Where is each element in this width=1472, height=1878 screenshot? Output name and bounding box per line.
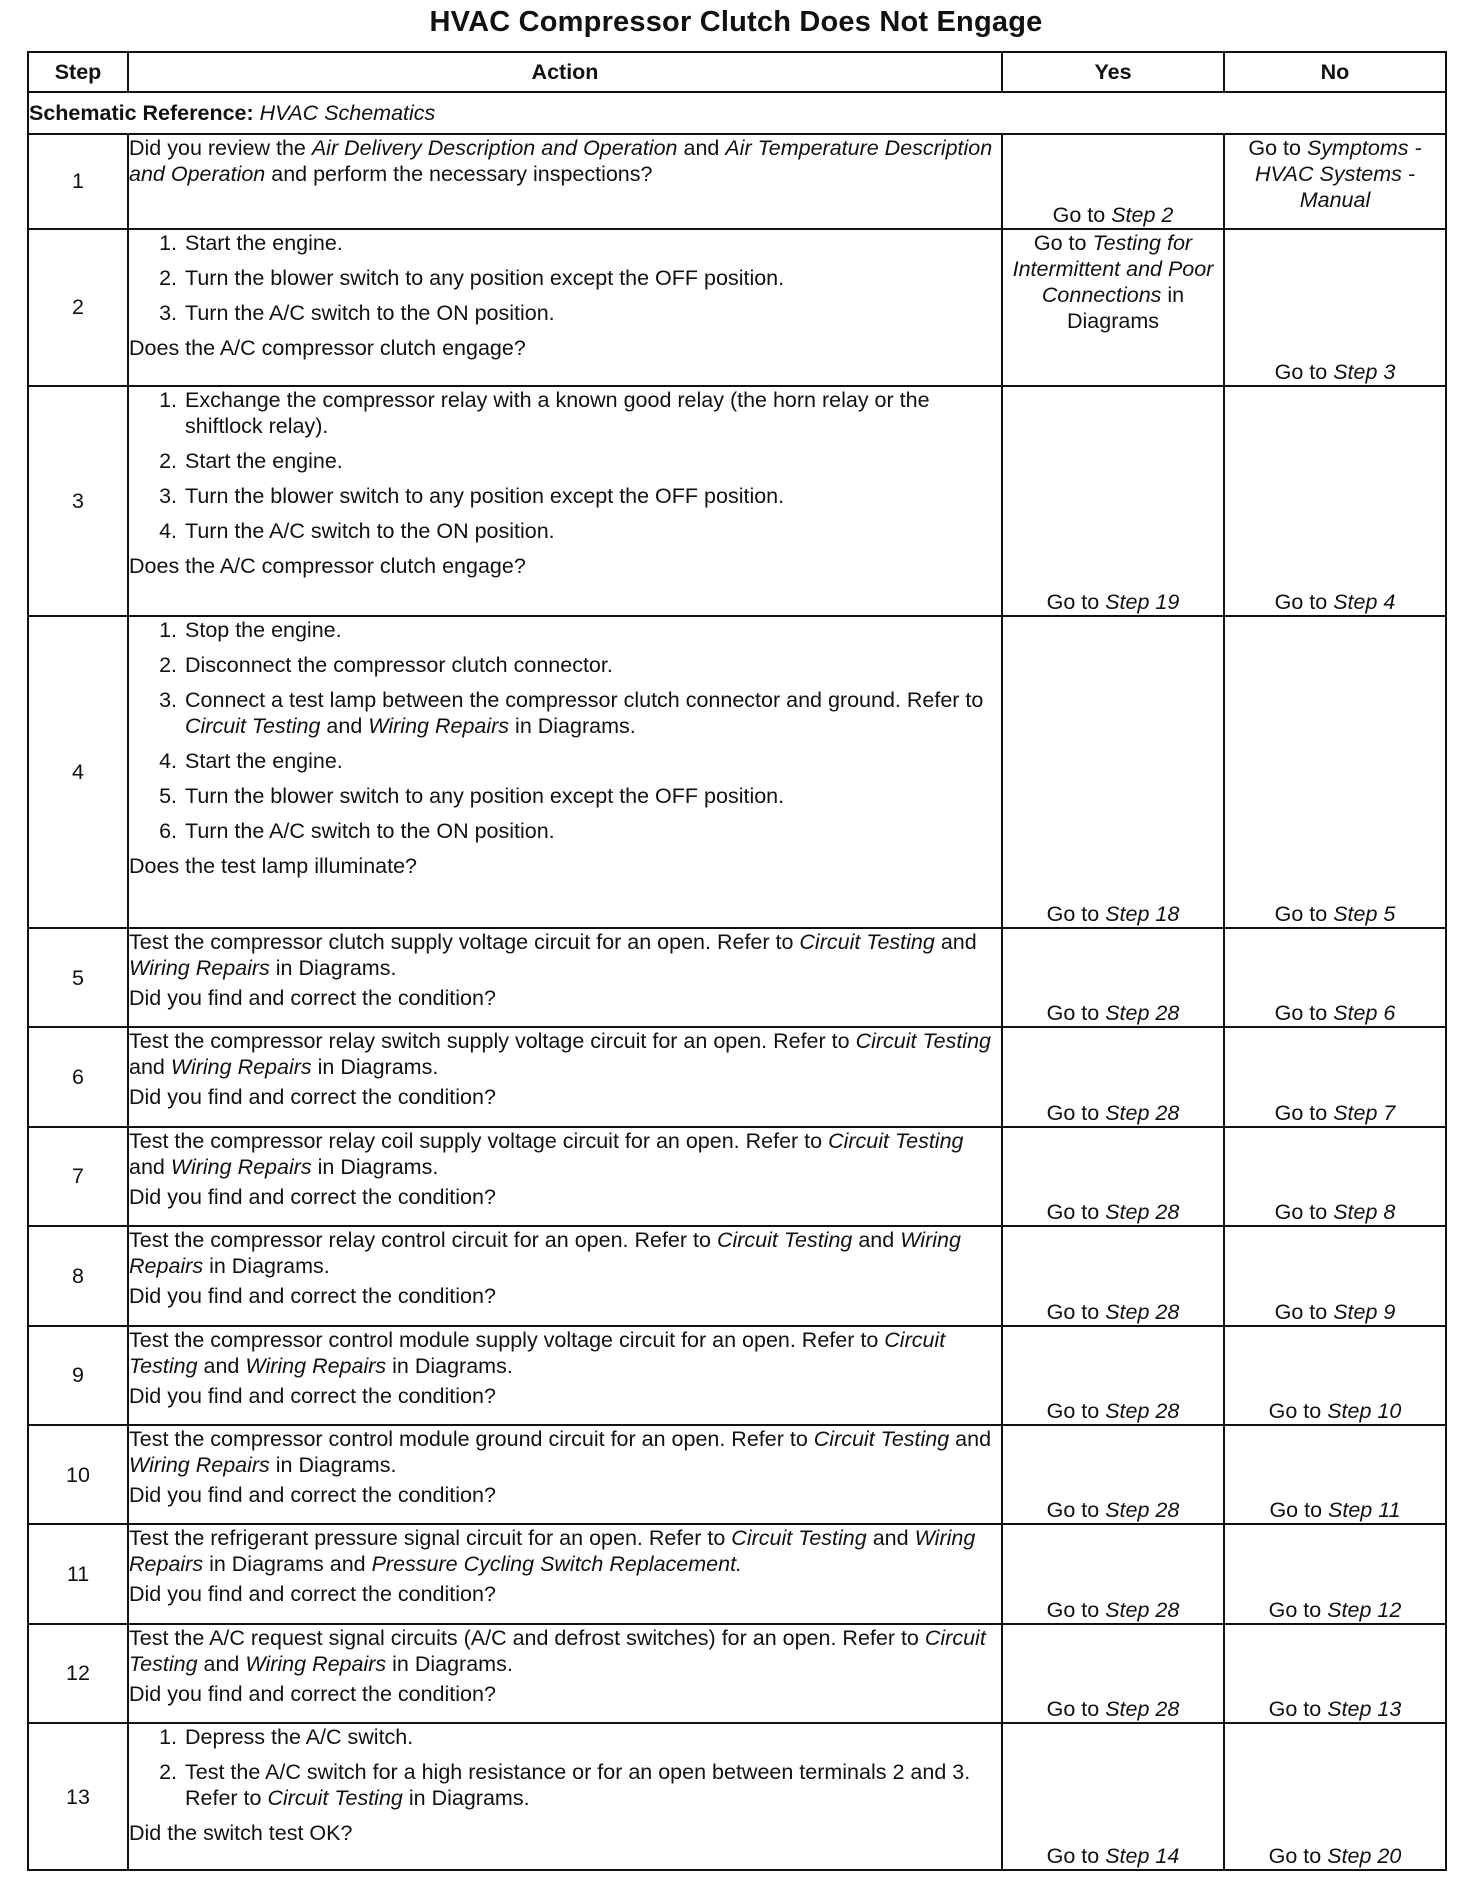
action-question (129, 553, 1001, 579)
text-run: Test the compressor relay control circuit for an open. Refer to (129, 1228, 717, 1253)
text-run: and (866, 1526, 915, 1551)
step-row (28, 1326, 1446, 1425)
reference-text: Step 5 (1333, 902, 1396, 926)
no-result[interactable] (1224, 1326, 1446, 1425)
action-list-item (129, 1759, 1001, 1811)
step-action (128, 1425, 1002, 1524)
step-row (28, 1425, 1446, 1524)
text-run: and (852, 1228, 901, 1253)
action-question (129, 1184, 1001, 1210)
reference-text: Circuit Testing (828, 1128, 964, 1153)
text-run: Go to (1274, 1100, 1334, 1125)
step-number: 8 (28, 1226, 128, 1325)
text-run: Does the A/C compressor clutch engage? (129, 554, 526, 579)
text-run: Did you find and correct the condition? (129, 1681, 496, 1706)
step-number: 6 (28, 1027, 128, 1126)
step-number: 2 (28, 229, 128, 386)
step-action (128, 1723, 1002, 1870)
yes-result[interactable] (1002, 616, 1224, 928)
diagnostic-table (27, 51, 1447, 1871)
text-run: Go to (1274, 1200, 1334, 1225)
text-run: Turn the A/C switch to the ON position. (185, 519, 555, 544)
action-paragraph (129, 1426, 1001, 1478)
list-number: 1. (159, 1725, 177, 1750)
text-run: Go to (1046, 902, 1106, 926)
text-run: Go to (1033, 230, 1093, 255)
action-paragraph (129, 1625, 1001, 1677)
step-action (128, 134, 1002, 229)
yes-result[interactable] (1002, 1127, 1224, 1226)
text-run: Start the engine. (185, 748, 343, 773)
action-list-item (129, 617, 1001, 643)
action-list-item (129, 448, 1001, 474)
reference-text: Step 3 (1333, 360, 1396, 385)
step-action (128, 1127, 1002, 1226)
list-text (185, 818, 1001, 844)
list-text (185, 1724, 1001, 1750)
reference-text: Circuit Testing (129, 1625, 986, 1676)
list-number: 2. (159, 265, 177, 290)
text-run: Did you review the (129, 136, 312, 160)
no-result[interactable] (1224, 1624, 1446, 1723)
text-run: in Diagrams (1067, 282, 1185, 333)
step-row (28, 928, 1446, 1027)
text-run: in Diagrams. (386, 1651, 513, 1676)
reference-text: Circuit Testing (855, 1029, 991, 1054)
reference-text: Wiring Repairs (170, 1055, 312, 1080)
list-text (185, 617, 1001, 643)
no-result[interactable] (1224, 1027, 1446, 1126)
reference-text: Step 28 (1105, 1100, 1180, 1125)
step-row (28, 386, 1446, 616)
schematic-reference (28, 92, 1446, 134)
text-run: in Diagrams. (311, 1055, 439, 1080)
step-row (28, 134, 1446, 229)
list-number: 2. (159, 1760, 177, 1785)
action-question (129, 985, 1001, 1011)
action-list-item (129, 230, 1001, 256)
action-paragraph (129, 135, 1001, 187)
list-number: 3. (159, 687, 177, 712)
list-text (185, 265, 1001, 291)
reference-text: Air Temperature Description and Operation (129, 136, 993, 186)
reference-text: Circuit Testing (129, 1327, 946, 1378)
table-header-row (28, 52, 1446, 92)
text-run: Test the compressor relay switch supply voltage circuit for an open. Refer to (129, 1029, 856, 1054)
text-run: in Diagrams. (386, 1353, 513, 1378)
reference-text: Step 28 (1105, 1498, 1180, 1523)
list-number: 2. (159, 652, 177, 677)
text-run: Go to (1268, 1697, 1328, 1722)
text-run: Go to (1274, 1001, 1334, 1026)
step-row (28, 1524, 1446, 1623)
reference-text: Step 13 (1327, 1697, 1402, 1722)
step-action (128, 616, 1002, 928)
no-result[interactable] (1224, 1425, 1446, 1524)
step-number: 12 (28, 1624, 128, 1723)
reference-text: Wiring Repairs (368, 713, 510, 738)
reference-text: Wiring Repairs (129, 1526, 976, 1577)
list-text (185, 448, 1001, 474)
text-run: Go to (1046, 589, 1106, 614)
action-question (129, 1581, 1001, 1607)
text-run: Start the engine. (185, 230, 343, 255)
schematic-reference-row (28, 92, 1446, 134)
reference-text: Step 14 (1105, 1844, 1180, 1868)
page-title: HVAC Compressor Clutch Does Not Engage (429, 6, 1043, 38)
action-paragraph (129, 1525, 1001, 1577)
text-run: Go to (1268, 1844, 1328, 1868)
reference-text: Wiring Repairs (170, 1154, 312, 1179)
yes-result[interactable] (1002, 928, 1224, 1027)
step-action (128, 1027, 1002, 1126)
reference-text: Step 28 (1105, 1200, 1180, 1225)
reference-text: Step 28 (1105, 1398, 1180, 1423)
list-number: 5. (159, 783, 177, 808)
action-list (129, 230, 1001, 326)
text-run: Go to (1274, 589, 1334, 614)
reference-text: Step 28 (1105, 1597, 1180, 1622)
text-run: Test the refrigerant pressure signal circuit for an open. Refer to (129, 1526, 732, 1551)
yes-result[interactable] (1002, 386, 1224, 616)
list-number: 3. (159, 300, 177, 325)
yes-result[interactable] (1002, 1226, 1224, 1325)
step-number: 9 (28, 1326, 128, 1425)
text-run: Did you find and correct the condition? (129, 1284, 496, 1309)
action-question (129, 1283, 1001, 1309)
action-paragraph (129, 1227, 1001, 1279)
step-number: 7 (28, 1127, 128, 1226)
no-result[interactable] (1224, 1723, 1446, 1870)
action-question (129, 853, 1001, 879)
text-run: and (320, 713, 369, 738)
reference-text: Step 8 (1333, 1200, 1396, 1225)
text-run: in Diagrams. (311, 1154, 439, 1179)
reference-text: Circuit Testing (813, 1426, 950, 1451)
no-result[interactable] (1224, 386, 1446, 616)
text-run: in Diagrams and (203, 1552, 372, 1577)
reference-text: Wiring Repairs (245, 1353, 387, 1378)
step-number: 3 (28, 386, 128, 616)
text-run: Disconnect the compressor clutch connector. (185, 652, 613, 677)
no-result[interactable] (1224, 616, 1446, 928)
text-run: Go to (1046, 1398, 1106, 1423)
reference-text: Circuit Testing (267, 1786, 403, 1811)
list-number: 4. (159, 748, 177, 773)
list-number: 1. (159, 388, 177, 413)
list-text (185, 483, 1001, 509)
reference-text: Wiring Repairs (245, 1651, 387, 1676)
reference-text: Circuit Testing (716, 1228, 853, 1253)
text-run: and (197, 1651, 246, 1676)
text-run: Go to (1248, 136, 1307, 160)
text-run: and (677, 136, 726, 160)
action-question (129, 1383, 1001, 1409)
text-run: Go to (1046, 1597, 1106, 1622)
text-run: and (129, 1154, 171, 1179)
step-row (28, 1723, 1446, 1870)
list-number: 6. (159, 818, 177, 843)
list-text (185, 1759, 1001, 1811)
text-run: Depress the A/C switch. (185, 1725, 414, 1750)
text-run: Go to (1046, 1100, 1106, 1125)
reference-text: Circuit Testing (185, 713, 321, 738)
text-run: Did the switch test OK? (129, 1821, 353, 1846)
text-run: Go to (1046, 1001, 1106, 1026)
action-list-item (129, 483, 1001, 509)
reference-text: Symptoms - HVAC Systems - Manual (1254, 136, 1422, 212)
reference-text: Step 28 (1105, 1697, 1180, 1722)
text-run: in Diagrams. (269, 956, 397, 980)
reference-text: Wiring Repairs (129, 956, 270, 980)
step-number: 1 (28, 134, 128, 229)
text-run: Turn the blower switch to any position except the OFF position. (185, 484, 785, 509)
text-run: in Diagrams. (203, 1254, 330, 1279)
no-result[interactable] (1224, 928, 1446, 1027)
step-action (128, 386, 1002, 616)
text-run: Go to (1052, 202, 1112, 227)
reference-text: Wiring Repairs (129, 1228, 961, 1279)
reference-text: Step 2 (1111, 202, 1174, 227)
yes-result[interactable] (1002, 1425, 1224, 1524)
text-run: and perform the necessary inspections? (265, 162, 653, 186)
step-number: 13 (28, 1723, 128, 1870)
action-paragraph (129, 1028, 1001, 1080)
reference-text: Circuit Testing (799, 930, 935, 954)
reference-text: Step 19 (1105, 589, 1180, 614)
header-action: Action (128, 52, 1002, 92)
yes-result[interactable] (1002, 1326, 1224, 1425)
list-number: 1. (159, 617, 177, 642)
text-run: Did you find and correct the condition? (129, 1085, 496, 1110)
text-run: Did you find and correct the condition? (129, 986, 496, 1010)
list-number: 2. (159, 449, 177, 474)
text-run: Go to (1046, 1697, 1106, 1722)
step-row (28, 616, 1446, 928)
step-number: 5 (28, 928, 128, 1027)
reference-text: Step 4 (1333, 589, 1396, 614)
text-run: Go to (1046, 1498, 1106, 1523)
action-list-item (129, 265, 1001, 291)
no-result[interactable] (1224, 1524, 1446, 1623)
action-question (129, 1084, 1001, 1110)
action-list (129, 1724, 1001, 1811)
list-text (185, 518, 1001, 544)
list-text (185, 652, 1001, 678)
text-run: Does the A/C compressor clutch engage? (129, 335, 526, 360)
text-run: Test the compressor clutch supply voltage circuit for an open. Refer to (129, 930, 800, 954)
no-result[interactable] (1224, 134, 1446, 229)
action-list (129, 617, 1001, 844)
text-run: Test the compressor control module supply voltage circuit for an open. Refer to (129, 1327, 885, 1352)
action-paragraph (129, 929, 1001, 981)
reference-text: Step 7 (1333, 1100, 1396, 1125)
reference-text: Step 28 (1105, 1299, 1180, 1324)
action-list-item (129, 518, 1001, 544)
text-run: Test the A/C switch for a high resistance or for an open between terminals 2 and 3. Refer to (185, 1760, 971, 1811)
reference-text: Step 9 (1333, 1299, 1396, 1324)
list-text (185, 687, 1001, 739)
step-row (28, 1127, 1446, 1226)
schematic-reference-link[interactable]: HVAC Schematics (259, 101, 436, 125)
text-run: Go to (1274, 902, 1334, 926)
text-run: Go to (1274, 360, 1334, 385)
text-run: Did you find and correct the condition? (129, 1383, 496, 1408)
text-run: Test the A/C request signal circuits (A/C and defrost switches) for an open. Refer to (129, 1625, 925, 1650)
text-run: Go to (1046, 1200, 1106, 1225)
action-list-item (129, 818, 1001, 844)
yes-result[interactable] (1002, 134, 1224, 229)
list-text (185, 387, 1001, 439)
step-row (28, 1027, 1446, 1126)
step-action (128, 1326, 1002, 1425)
reference-text: Testing for Intermittent and Poor Connections (1012, 230, 1214, 307)
schematic-reference-label: Schematic Reference: (29, 101, 254, 125)
action-question (129, 1820, 1001, 1846)
text-run: Stop the engine. (185, 617, 342, 642)
reference-text: Step 6 (1333, 1001, 1396, 1026)
text-run: Go to (1274, 1299, 1334, 1324)
step-row (28, 1226, 1446, 1325)
text-run: Go to (1268, 1398, 1328, 1423)
text-run: Turn the blower switch to any position except the OFF position. (185, 783, 785, 808)
reference-text: Step 20 (1327, 1844, 1402, 1868)
text-run: and (949, 1426, 992, 1451)
text-run: Go to (1268, 1597, 1328, 1622)
step-row (28, 229, 1446, 386)
list-text (185, 783, 1001, 809)
step-number: 4 (28, 616, 128, 928)
text-run: in Diagrams. (402, 1786, 530, 1811)
text-run: Did you find and correct the condition? (129, 1582, 496, 1607)
yes-result[interactable] (1002, 229, 1224, 386)
text-run: Test the compressor control module ground circuit for an open. Refer to (129, 1426, 814, 1451)
action-list-item (129, 300, 1001, 326)
list-text (185, 230, 1001, 256)
reference-text: Pressure Cycling Switch Replacement. (371, 1552, 743, 1577)
step-action (128, 928, 1002, 1027)
reference-text: Step 28 (1105, 1001, 1180, 1026)
header-step: Step (28, 52, 128, 92)
text-run: in Diagrams. (509, 713, 636, 738)
action-question (129, 1482, 1001, 1508)
no-result[interactable] (1224, 1127, 1446, 1226)
action-question (129, 1681, 1001, 1707)
header-yes: Yes (1002, 52, 1224, 92)
text-run: and (934, 930, 977, 954)
yes-result[interactable] (1002, 1524, 1224, 1623)
list-number: 4. (159, 519, 177, 544)
action-paragraph (129, 1327, 1001, 1379)
reference-text: Step 12 (1327, 1597, 1402, 1622)
action-list-item (129, 748, 1001, 774)
text-run: Start the engine. (185, 449, 343, 474)
text-run: in Diagrams. (269, 1452, 397, 1477)
reference-text: Circuit Testing (731, 1526, 867, 1551)
action-paragraph (129, 1128, 1001, 1180)
list-text (185, 300, 1001, 326)
step-action (128, 1226, 1002, 1325)
step-action (128, 1624, 1002, 1723)
text-run: Exchange the compressor relay with a known good relay (the horn relay or the shiftlock relay). (185, 388, 930, 439)
list-number: 3. (159, 484, 177, 509)
step-row (28, 1624, 1446, 1723)
text-run: Turn the A/C switch to the ON position. (185, 818, 555, 843)
no-result[interactable] (1224, 229, 1446, 386)
action-question (129, 335, 1001, 361)
action-list-item (129, 1724, 1001, 1750)
text-run: Did you find and correct the condition? (129, 1482, 496, 1507)
text-run: Test the compressor relay coil supply voltage circuit for an open. Refer to (129, 1128, 829, 1153)
action-list-item (129, 783, 1001, 809)
action-list (129, 387, 1001, 544)
header-no: No (1224, 52, 1446, 92)
text-run: Turn the blower switch to any position except the OFF position. (185, 265, 785, 290)
step-action (128, 229, 1002, 386)
list-text (185, 748, 1001, 774)
yes-result[interactable] (1002, 1624, 1224, 1723)
action-list-item (129, 387, 1001, 439)
action-list-item (129, 652, 1001, 678)
step-number: 11 (28, 1524, 128, 1623)
reference-text: Air Delivery Description and Operation (311, 136, 678, 160)
text-run: Go to (1046, 1299, 1106, 1324)
text-run: Connect a test lamp between the compressor clutch connector and ground. Refer to (185, 687, 984, 712)
text-run: Go to (1269, 1498, 1329, 1523)
text-run: and (197, 1353, 246, 1378)
yes-result[interactable] (1002, 1027, 1224, 1126)
text-run: Turn the A/C switch to the ON position. (185, 300, 555, 325)
reference-text: Wiring Repairs (129, 1452, 270, 1477)
text-run: Go to (1046, 1844, 1106, 1868)
text-run: and (129, 1055, 171, 1080)
reference-text: Step 11 (1328, 1498, 1401, 1523)
reference-text: Step 10 (1327, 1398, 1402, 1423)
reference-text: Step 18 (1105, 902, 1180, 926)
list-number: 1. (159, 230, 177, 255)
text-run: Does the test lamp illuminate? (129, 853, 418, 878)
step-action (128, 1524, 1002, 1623)
action-list-item (129, 687, 1001, 739)
yes-result[interactable] (1002, 1723, 1224, 1870)
text-run: Did you find and correct the condition? (129, 1184, 496, 1209)
no-result[interactable] (1224, 1226, 1446, 1325)
step-number: 10 (28, 1425, 128, 1524)
